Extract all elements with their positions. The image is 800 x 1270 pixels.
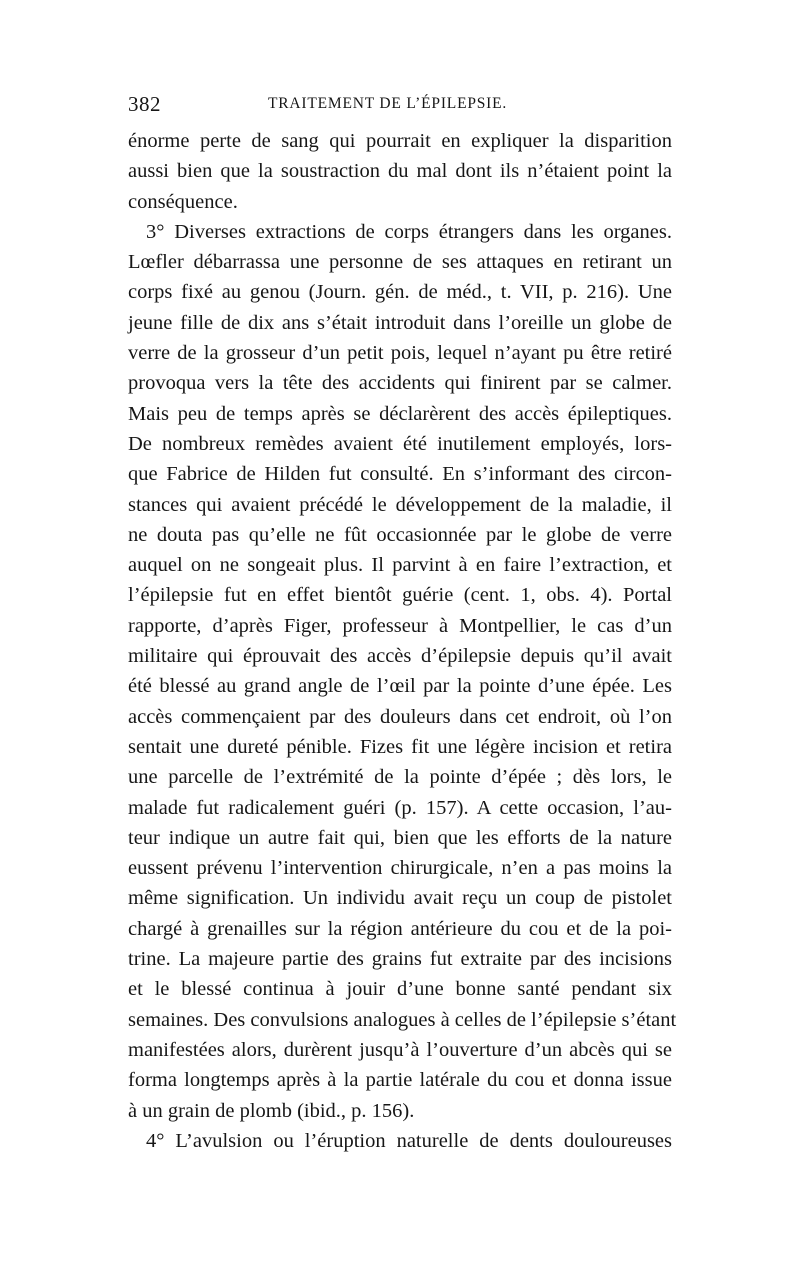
text-line: l’épilepsie fut en effet bientôt guérie (cent. 1, obs. 4). Portal <box>128 584 672 607</box>
text-line: malade fut radicalement guéri (p. 157). A cette occasion, l’au- <box>128 796 672 819</box>
text-line: corps fixé au genou (Journ. gén. de méd., t. VII, p. 216). Une <box>128 281 672 304</box>
body-text <box>128 126 677 1156</box>
text-line: trine. La majeure partie des grains fut extraite par des incisions <box>128 948 672 971</box>
text-line: auquel on ne songeait plus. Il parvint à en faire l’extraction, et <box>128 554 672 577</box>
text-line: jeune fille de dix ans s’était introduit dans l’oreille un globe de <box>128 311 672 334</box>
text-line: stances qui avaient précédé le développement de la maladie, il <box>128 493 672 516</box>
text-line: une parcelle de l’extrémité de la pointe d’épée ; dès lors, le <box>128 766 672 789</box>
text-line: à un grain de plomb (ibid., p. 156). <box>128 1099 415 1122</box>
text-line: 4° L’avulsion ou l’éruption naturelle de dents douloureuses <box>146 1129 672 1152</box>
text-line: même signification. Un individu avait reçu un coup de pistolet <box>128 887 672 910</box>
page-header <box>128 92 672 122</box>
running-title: TRAITEMENT DE L’ÉPILEPSIE. <box>268 95 508 112</box>
text-line: rapporte, d’après Figer, professeur à Montpellier, le cas d’un <box>128 614 672 637</box>
text-line: ne douta pas qu’elle ne fût occasionnée par le globe de verre <box>128 523 672 546</box>
text-line: De nombreux remèdes avaient été inutilement employés, lors- <box>128 432 672 455</box>
text-line: 3° Diverses extractions de corps étrangers dans les organes. <box>146 220 672 243</box>
text-line: et le blessé continua à jouir d’une bonne santé pendant six <box>128 978 672 1001</box>
text-line: conséquence. <box>128 190 238 213</box>
text-line: accès commençaient par des douleurs dans cet endroit, où l’on <box>128 705 672 728</box>
text-line: Mais peu de temps après se déclarèrent des accès épileptiques. <box>128 402 672 425</box>
text-line: teur indique un autre fait qui, bien que les efforts de la nature <box>128 826 672 849</box>
text-line: eussent prévenu l’intervention chirurgicale, n’en a pas moins la <box>128 857 672 880</box>
text-line: chargé à grenailles sur la région antérieure du cou et de la poi- <box>128 917 672 940</box>
text-line: semaines. Des convulsions analogues à celles de l’épilepsie s’étant <box>128 1008 677 1031</box>
text-line: militaire qui éprouvait des accès d’épilepsie depuis qu’il avait <box>128 645 672 668</box>
text-line: Lœfler débarrassa une personne de ses attaques en retirant un <box>128 251 672 274</box>
text-line: provoqua vers la tête des accidents qui finirent par se calmer. <box>128 372 672 395</box>
text-line: aussi bien que la soustraction du mal dont ils n’étaient point la <box>128 160 672 183</box>
text-line: été blessé au grand angle de l’œil par la pointe d’une épée. Les <box>128 675 672 698</box>
text-line: sentait une dureté pénible. Fizes fit une légère incision et retira <box>128 735 672 758</box>
page-number: 382 <box>128 92 161 116</box>
text-line: forma longtemps après à la partie latérale du cou et donna issue <box>128 1069 672 1092</box>
text-line: verre de la grosseur d’un petit pois, lequel n’ayant pu être retiré <box>128 342 672 365</box>
text-line: énorme perte de sang qui pourrait en expliquer la disparition <box>128 130 672 152</box>
text-line: que Fabrice de Hilden fut consulté. En s’informant des circon- <box>128 463 672 486</box>
text-line: manifestées alors, durèrent jusqu’à l’ouverture d’un abcès qui se <box>128 1038 672 1061</box>
